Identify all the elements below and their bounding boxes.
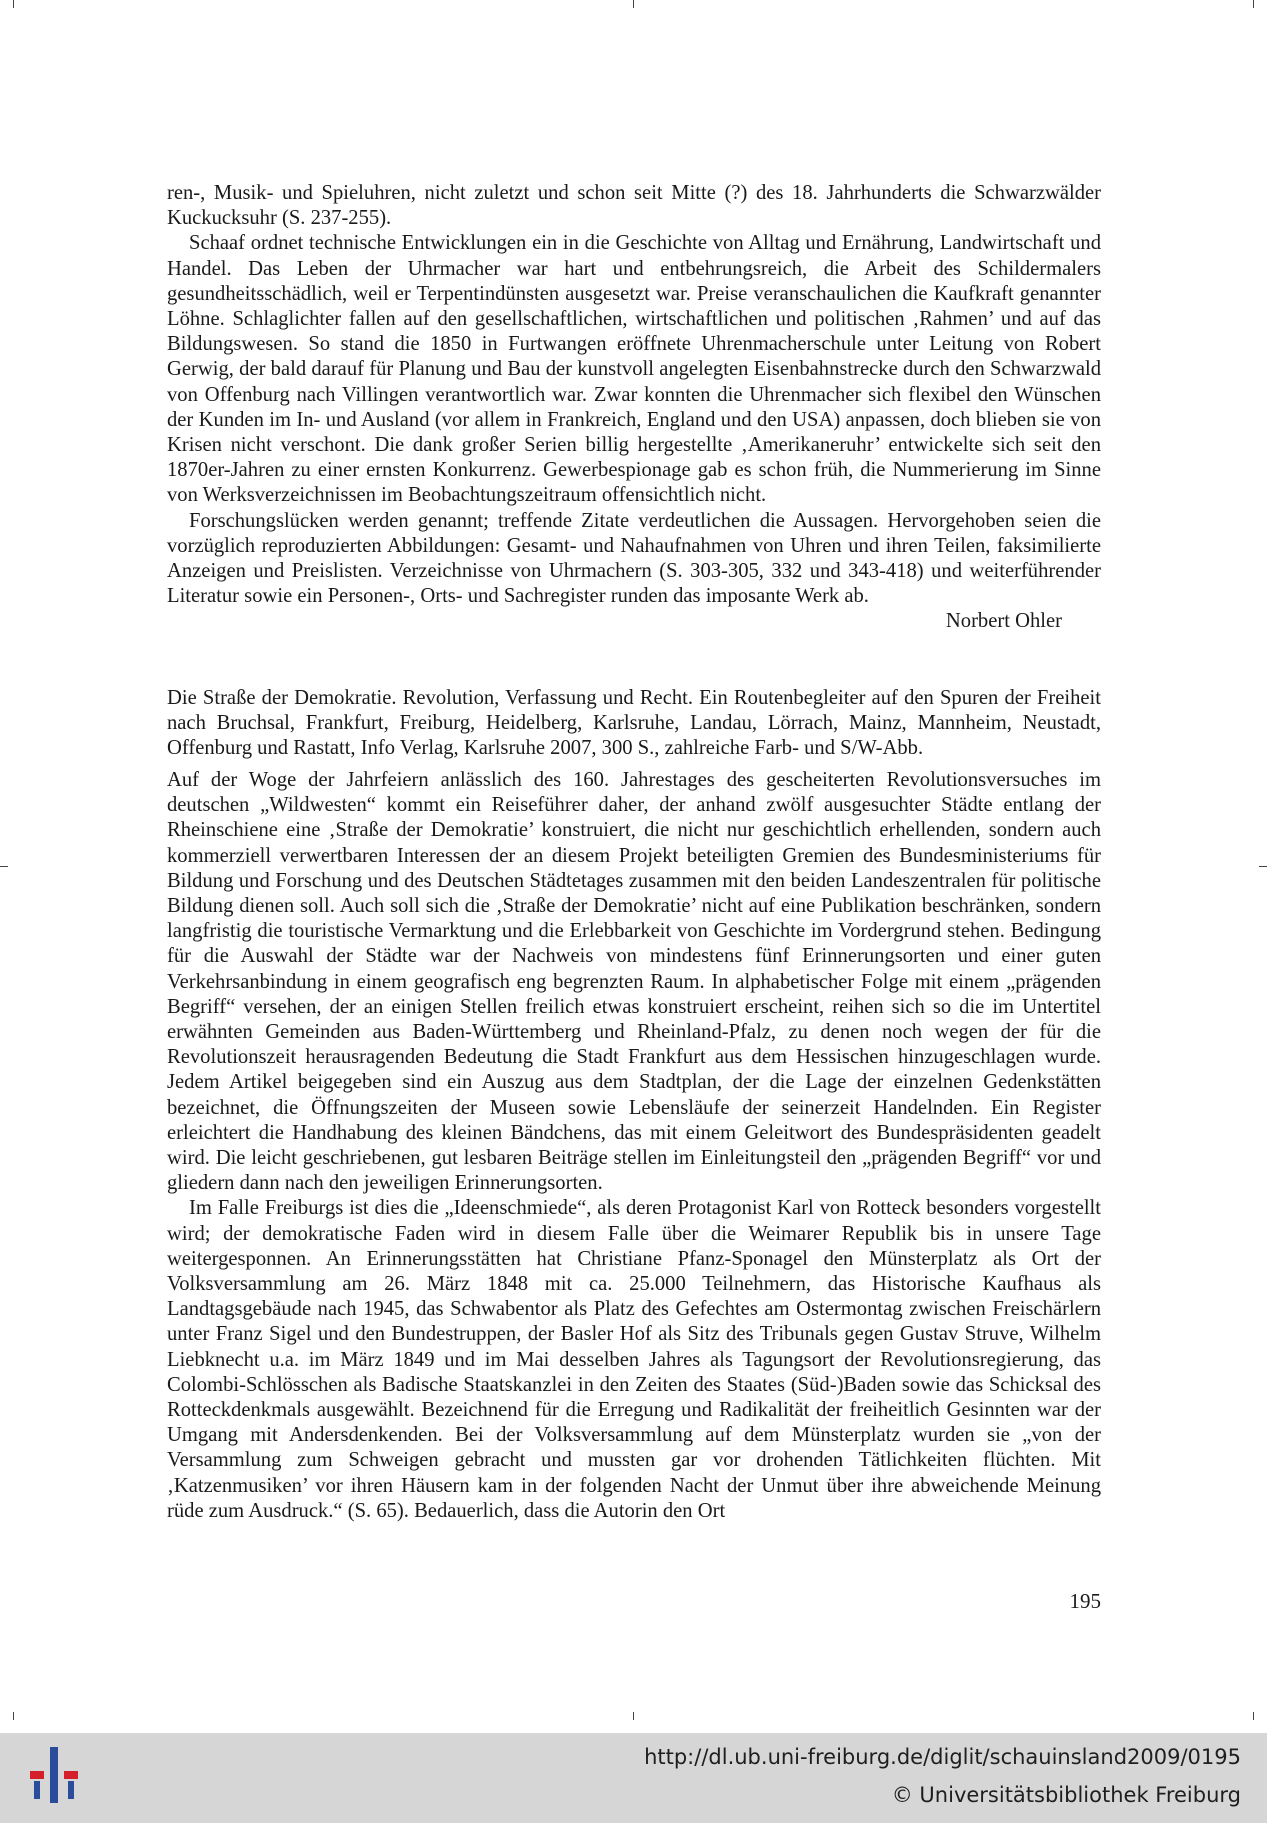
crop-mark xyxy=(0,866,8,867)
source-url-link[interactable]: http://dl.ub.uni-freiburg.de/diglit/schauinsland2009/0195 xyxy=(644,1745,1241,1769)
citation-text: Die Straße der Demokratie. Revolution, Verfassung und Recht. Ein Routenbegleiter auf den Spuren der Freiheit nach Bruchsal, Frankfurt, Freiburg, Heidelberg, Karlsruhe, Landau, Lörrach, Mainz, Mannheim, Neustadt, Offenburg und Rastatt, Info Verlag, Karlsruhe 2007, 300 S., zahlreiche Farb- und S/W-Abb. xyxy=(167,687,1101,760)
review-body xyxy=(167,768,1101,1524)
ub-freiburg-logo-icon xyxy=(28,1745,82,1805)
crop-mark xyxy=(633,0,634,8)
copyright-notice: © Universitätsbibliothek Freiburg xyxy=(891,1783,1241,1807)
footer-bar xyxy=(0,1733,1267,1823)
crop-mark xyxy=(13,0,14,8)
crop-mark xyxy=(1253,0,1254,8)
crop-mark xyxy=(1259,866,1267,867)
reviewer-signature: Norbert Ohler xyxy=(945,610,1062,633)
paragraph: Forschungslücken werden genannt; treffende Zitate verdeutlichen die Aussagen. Hervorgehoben seien die vorzüglich reproduzierten Abbildungen: Gesamt- und Nahaufnahmen von Uhren und ihren Teilen, faksimilierte Anzeigen und Preislisten. Verzeichnisse von Uhrmachern (S. 303-305, 332 und 343-418) und weiterführender Literatur sowie ein Personen-, Orts- und Sachregister runden das imposante Werk ab. xyxy=(167,509,1101,608)
previous-review-continuation xyxy=(167,181,1101,635)
paragraph: ren-, Musik- und Spieluhren, nicht zuletzt und schon seit Mitte (?) des 18. Jahrhunderts die Schwarzwälder Kuckucksuhr (S. 237-255). xyxy=(167,182,1101,230)
page-number: 195 xyxy=(1069,1589,1101,1613)
paragraph: Schaaf ordnet technische Entwicklungen ein in die Geschichte von Alltag und Ernährung, Landwirtschaft und Handel. Das Leben der Uhrmacher war hart und entbehrungsreich, die Arbeit des Schildermalers gesundheitsschädlich, weil er Terpentindünsten ausgesetzt war. Preise veranschaulichen die Kaufkraft genannter Löhne. Schlaglichter fallen auf den gesellschaftlichen, wirtschaftlichen und politischen ‚Rahmen’ und auf das Bildungswesen. So stand die 1850 in Furtwangen eröffnete Uhrenmacherschule unter Leitung von Robert Gerwig, der bald darauf für Planung und Bau der kunstvoll angelegten Eisenbahnstrecke durch den Schwarzwald von Offenburg nach Villingen verantwortlich war. Zwar konnten die Uhrenmacher sich flexibel den Wünschen der Kunden im In- und Ausland (vor allem in Frankreich, England und den USA) anpassen, doch blieben sie von Krisen nicht verschont. Die dank großer Serien billig hergestellte ‚Amerikaneruhr’ entwickelte sich seit den 1870er-Jahren zu einer ernsten Konkurrenz. Gewerbespionage gab es schon früh, die Nummerierung im Sinne von Werksverzeichnissen im Beobachtungszeitraum offensichtlich nicht. xyxy=(167,232,1101,507)
book-citation xyxy=(167,686,1101,762)
crop-mark xyxy=(13,1712,14,1720)
crop-mark xyxy=(633,1712,634,1720)
paragraph: Auf der Woge der Jahrfeiern anlässlich des 160. Jahrestages des gescheiterten Revolutionsversuches im deutschen „Wildwesten“ kommt ein Reiseführer daher, der anhand zwölf ausgesuchter Städte entlang der Rheinschiene eine ‚Straße der Demokratie’ konstruiert, die nicht nur geschichtlich erhellenden, sondern auch kommerziell verwertbaren Interessen der an diesem Projekt beteiligten Gremien des Bundesministeriums für Bildung und Forschung und des Deutschen Städtetages zusammen mit den beiden Landeszentralen für politische Bildung dienen soll. Auch soll sich die ‚Straße der Demokratie’ nicht auf eine Publikation beschränken, sondern langfristig die touristische Vermarktung und die Erlebbarkeit von Geschichte im Vordergrund stehen. Bedingung für die Auswahl der Städte war der Nachweis von mindestens fünf Erinnerungsorten und einer guten Verkehrsanbindung in einem geografisch eng begrenzten Raum. In alphabetischer Folge mit einem „prägenden Begriff“ versehen, der an einigen Stellen freilich etwas konstruiert erscheint, reihen sich so die im Untertitel erwähnten Gemeinden aus Baden-Württemberg und Rheinland-Pfalz, zu denen noch wegen der für die Revolutionszeit herausragenden Bedeutung die Stadt Frankfurt aus dem Hessischen hinzugeschlagen wurde. Jedem Artikel beigegeben sind ein Auszug aus dem Stadtplan, der die Lage der einzelnen Gedenkstätten bezeichnet, die Öffnungszeiten der Museen sowie Lebensläufe der seinerzeit Handelnden. Ein Register erleichtert die Handhabung des kleinen Bändchens, das mit einem Geleitwort des Bundespräsidenten geadelt wird. Die leicht geschriebenen, gut lesbaren Beiträge stellen im Einleitungsteil den „prägenden Begriff“ vor und gliedern dann nach den jeweiligen Erinnerungsorten. xyxy=(167,769,1101,1195)
crop-mark xyxy=(1253,1712,1254,1720)
paragraph: Im Falle Freiburgs ist dies die „Ideenschmiede“, als deren Protagonist Karl von Rotteck besonders vorgestellt wird; der demokratische Faden wird in diesem Falle über die Weimarer Republik bis in unsere Tage weitergesponnen. An Erinnerungsstätten hat Christiane Pfanz-Sponagel den Münsterplatz als Ort der Volksversammlung am 26. März 1848 mit ca. 25.000 Teilnehmern, das Historische Kaufhaus als Landtagsgebäude nach 1945, das Schwabentor als Platz des Gefechtes am Ostermontag zwischen Freischärlern unter Franz Sigel und den Bundestruppen, der Basler Hof als Sitz des Tribunals gegen Gustav Struve, Wilhelm Liebknecht u.a. im März 1849 und im Mai desselben Jahres als Tagungsort der Revolutionsregierung, das Colombi-Schlösschen als Badische Staatskanzlei in den Zeiten des Staates (Süd-)Baden sowie das Schicksal des Rotteckdenkmals ausgewählt. Bezeichnend für die Erregung und Radikalität der freiheitlich Gesinnten war der Umgang mit Andersdenkenden. Bei der Volksversammlung auf dem Münsterplatz wurden sie „von der Versammlung zum Schweigen gebracht und mussten gar vor drohenden Tätlichkeiten flüchten. Mit ‚Katzenmusiken’ vor ihren Häusern kam in der folgenden Nacht der Unmut über ihre abweichende Meinung rüde zum Ausdruck.“ (S. 65). Bedauerlich, dass die Autorin den Ort xyxy=(167,1197,1101,1522)
